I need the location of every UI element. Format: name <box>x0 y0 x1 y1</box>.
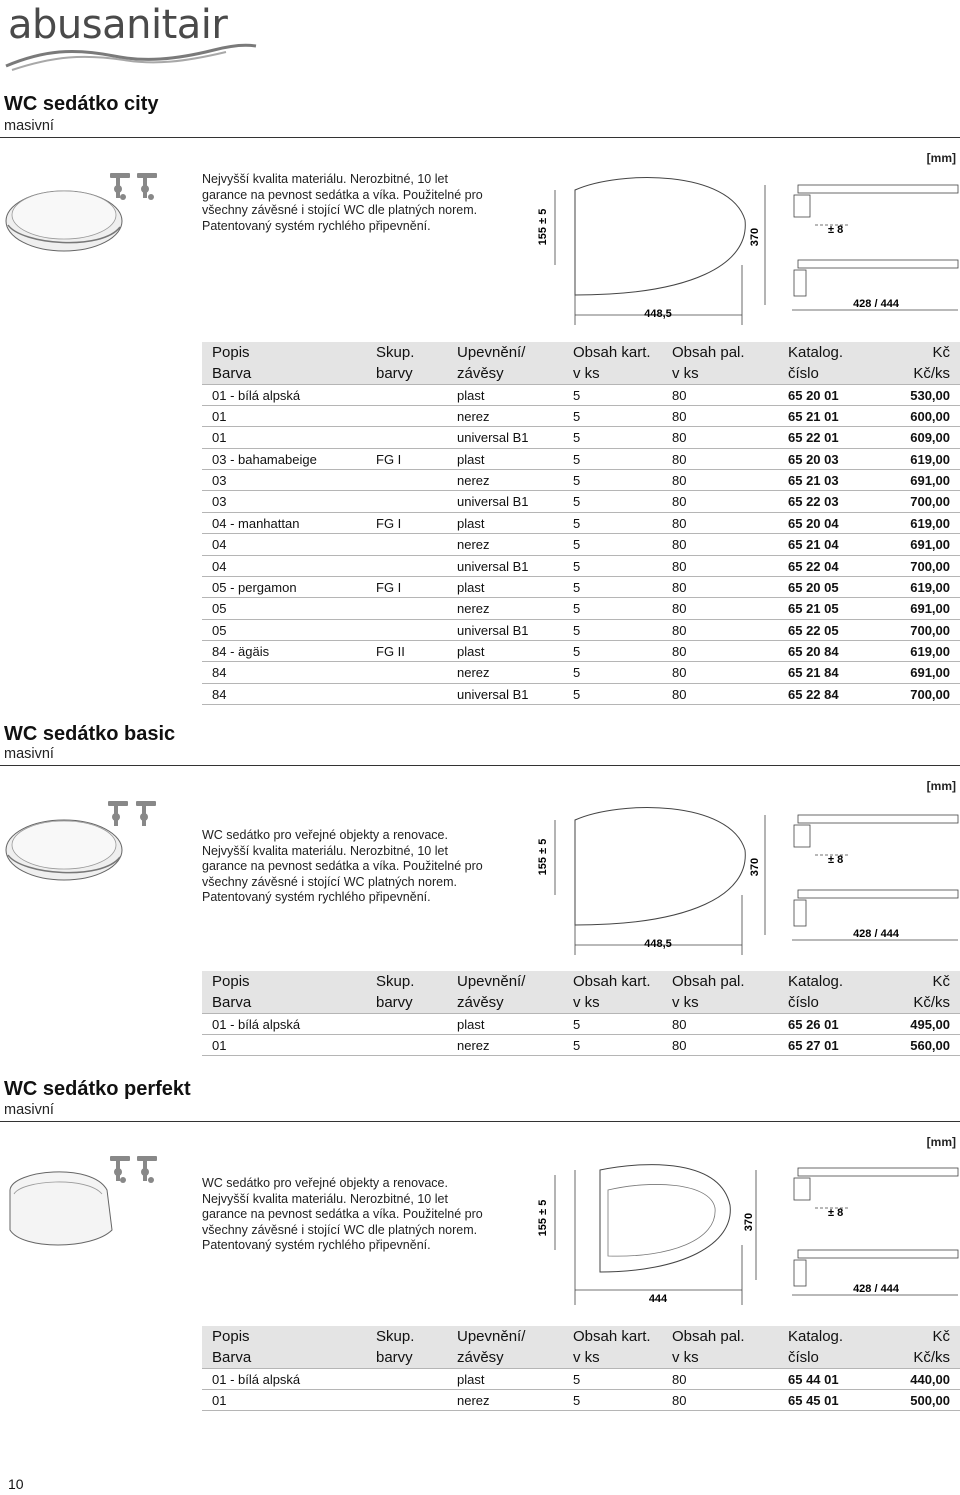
units-label: [mm] <box>926 779 956 793</box>
header-cell: Popis <box>212 1328 250 1345</box>
header-cell: Upevnění/ <box>457 973 526 990</box>
header-cell: Upevnění/ <box>457 344 526 361</box>
table-body <box>202 1013 960 1056</box>
table-cell: 600,00 <box>910 408 950 424</box>
table-cell: 65 22 03 <box>788 494 839 510</box>
table-cell: 700,00 <box>910 558 950 574</box>
table-cell: 495,00 <box>910 1017 950 1033</box>
table-cell: 500,00 <box>910 1392 950 1408</box>
table-cell: FG I <box>376 579 402 595</box>
table-cell: nerez <box>457 665 490 681</box>
table-cell: 01 - bílá alpská <box>212 388 301 404</box>
table-cell: 560,00 <box>910 1037 950 1053</box>
table-header-row <box>202 992 960 1013</box>
table-cell: 65 20 05 <box>788 579 839 595</box>
dim-height-perfekt: 155 ± 5 <box>537 1199 549 1237</box>
header-cell: Kč/ks <box>913 1349 950 1367</box>
header-cell: Popis <box>212 973 250 990</box>
product-image-basic <box>2 795 172 895</box>
table-cell: 5 <box>573 1372 581 1388</box>
table-cell: 80 <box>672 1372 687 1388</box>
table-row <box>202 1390 960 1411</box>
table-row <box>202 641 960 662</box>
table-cell: 80 <box>672 686 687 702</box>
table-cell: 5 <box>573 472 581 488</box>
table-cell: 01 - bílá alpská <box>212 1017 301 1033</box>
header-cell: Obsah pal. <box>672 973 745 990</box>
table-cell: 65 22 01 <box>788 430 839 446</box>
header-cell: Katalog. <box>788 1328 844 1345</box>
table-row <box>202 406 960 427</box>
table-cell: 619,00 <box>910 644 950 660</box>
dim-offset-city: ± 8 <box>828 224 844 236</box>
table-cell: 530,00 <box>910 388 950 404</box>
section-divider <box>0 1121 960 1122</box>
table-cell: 691,00 <box>910 472 950 488</box>
table-cell: universal B1 <box>457 494 529 510</box>
table-row <box>202 577 960 598</box>
table-cell: nerez <box>457 472 490 488</box>
header-cell: Obsah pal. <box>672 344 745 361</box>
table-cell: nerez <box>457 537 490 553</box>
header-cell: Kč/ks <box>913 994 950 1012</box>
table-cell: plast <box>457 1017 485 1033</box>
units-label: [mm] <box>926 1135 956 1149</box>
table-row <box>202 556 960 577</box>
table-header-row <box>202 1326 960 1347</box>
table-cell: 65 21 04 <box>788 537 839 553</box>
table-cell: 619,00 <box>910 451 950 467</box>
dim-width-basic: 448,5 <box>644 938 672 950</box>
table-row <box>202 427 960 448</box>
dimension-drawing-city <box>530 165 960 330</box>
table-cell: FG I <box>376 451 402 467</box>
dim-width-perfekt: 444 <box>648 1293 668 1305</box>
table-row <box>202 449 960 470</box>
table-header-row <box>202 971 960 992</box>
header-cell: Obsah kart. <box>573 344 651 361</box>
table-row <box>202 513 960 534</box>
table-header-row <box>202 342 960 363</box>
section-subtitle-basic: masivní <box>4 746 54 762</box>
header-cell: Popis <box>212 344 250 361</box>
table-cell: 65 20 01 <box>788 388 839 404</box>
product-image-perfekt <box>2 1150 172 1260</box>
header-cell: Kč <box>932 344 950 361</box>
table-cell: universal B1 <box>457 686 529 702</box>
table-cell: 65 26 01 <box>788 1017 839 1033</box>
table-cell: 01 <box>212 430 227 446</box>
table-cell: universal B1 <box>457 622 529 638</box>
table-cell: universal B1 <box>457 558 529 574</box>
section-subtitle-perfekt: masivní <box>4 1102 54 1118</box>
section-title-perfekt: WC sedátko perfekt <box>4 1078 191 1100</box>
table-cell: 05 <box>212 601 227 617</box>
table-cell: 80 <box>672 601 687 617</box>
table-cell: 691,00 <box>910 601 950 617</box>
table-cell: plast <box>457 1372 485 1388</box>
table-cell: 5 <box>573 686 581 702</box>
header-cell: v ks <box>573 1349 600 1367</box>
table-cell: 65 44 01 <box>788 1372 839 1388</box>
table-cell: 80 <box>672 430 687 446</box>
table-row <box>202 534 960 555</box>
table-row <box>202 1013 960 1034</box>
header-cell: Upevnění/ <box>457 1328 526 1345</box>
table-cell: 65 20 03 <box>788 451 839 467</box>
table-cell: 80 <box>672 665 687 681</box>
table-cell: plast <box>457 515 485 531</box>
section-title-city: WC sedátko city <box>4 93 159 115</box>
table-cell: 691,00 <box>910 665 950 681</box>
table-cell: 5 <box>573 622 581 638</box>
header-cell: Barva <box>212 365 252 383</box>
product-image-city <box>2 165 172 265</box>
table-cell: 03 - bahamabeige <box>212 451 317 467</box>
table-cell: 65 20 84 <box>788 644 839 660</box>
table-cell: plast <box>457 388 485 404</box>
header-cell: číslo <box>788 365 819 383</box>
dim-width-city: 448,5 <box>644 308 672 320</box>
table-cell: 5 <box>573 601 581 617</box>
header-cell: Skup. <box>376 973 415 990</box>
table-row <box>202 662 960 683</box>
table-cell: 609,00 <box>910 430 950 446</box>
price-table-city <box>202 342 960 705</box>
header-cell: Skup. <box>376 344 415 361</box>
table-cell: 5 <box>573 665 581 681</box>
table-cell: plast <box>457 451 485 467</box>
header-cell: Barva <box>212 994 252 1012</box>
table-cell: 80 <box>672 644 687 660</box>
table-cell: 80 <box>672 1392 687 1408</box>
table-cell: nerez <box>457 1392 490 1408</box>
brand-name: abusanitair <box>8 2 228 48</box>
table-cell: 700,00 <box>910 686 950 702</box>
table-row <box>202 1368 960 1389</box>
table-cell: 5 <box>573 537 581 553</box>
table-cell: 5 <box>573 451 581 467</box>
table-cell: 80 <box>672 472 687 488</box>
table-row <box>202 620 960 641</box>
table-cell: 84 - ägäis <box>212 644 270 660</box>
table-cell: 5 <box>573 644 581 660</box>
table-cell: 65 22 84 <box>788 686 839 702</box>
table-cell: universal B1 <box>457 430 529 446</box>
table-cell: nerez <box>457 1037 490 1053</box>
header-cell: Kč/ks <box>913 365 950 383</box>
dim-hinge-basic: 428 / 444 <box>853 928 899 940</box>
dim-length-basic: 370 <box>749 857 761 877</box>
table-cell: 80 <box>672 388 687 404</box>
table-cell: 80 <box>672 558 687 574</box>
table-row <box>202 470 960 491</box>
table-cell: 5 <box>573 494 581 510</box>
header-cell: v ks <box>672 365 699 383</box>
table-cell: FG I <box>376 515 402 531</box>
table-cell: 619,00 <box>910 579 950 595</box>
table-cell: 5 <box>573 558 581 574</box>
table-cell: 80 <box>672 1037 687 1053</box>
table-row <box>202 1035 960 1056</box>
header-cell: barvy <box>376 1349 413 1367</box>
table-header <box>202 342 960 384</box>
table-cell: 65 22 05 <box>788 622 839 638</box>
table-row <box>202 684 960 705</box>
header-cell: závěsy <box>457 1349 504 1367</box>
table-cell: 5 <box>573 388 581 404</box>
header-cell: barvy <box>376 365 413 383</box>
table-cell: 80 <box>672 451 687 467</box>
header-cell: závěsy <box>457 365 504 383</box>
product-description-city: Nejvyšší kvalita materiálu. Nerozbitné, 10 let garance na pevnost sedátka a víka. Použitelné pro všechny závěsné i stojící WC dle platných norem. Patentovaný systém rychlého připevnění. <box>202 172 483 233</box>
header-cell: Obsah kart. <box>573 973 651 990</box>
table-cell: 80 <box>672 408 687 424</box>
table-cell: 03 <box>212 494 227 510</box>
header-cell: v ks <box>573 365 600 383</box>
table-cell: 04 <box>212 537 227 553</box>
table-row <box>202 491 960 512</box>
dim-offset-basic: ± 8 <box>828 854 844 866</box>
product-description-perfekt: WC sedátko pro veřejné objekty a renovace. Nejvyšší kvalita materiálu. Nerozbitné, 10 let garance na pevnost sedátka a víka. Použitelné pro všechny závěsné i stojící WC dle platných norem. Patentovaný systém rychlého připevnění. <box>202 1176 483 1253</box>
header-cell: číslo <box>788 1349 819 1367</box>
table-cell: 619,00 <box>910 515 950 531</box>
table-cell: 65 22 04 <box>788 558 839 574</box>
logo-wave-icon <box>4 40 264 72</box>
table-cell: 691,00 <box>910 537 950 553</box>
table-cell: 65 21 01 <box>788 408 839 424</box>
table-row <box>202 384 960 405</box>
table-cell: 700,00 <box>910 494 950 510</box>
dimension-drawing-basic <box>530 795 960 960</box>
header-cell: v ks <box>672 1349 699 1367</box>
table-cell: 65 27 01 <box>788 1037 839 1053</box>
price-table-basic <box>202 971 960 1056</box>
table-cell: 5 <box>573 408 581 424</box>
product-description-basic: WC sedátko pro veřejné objekty a renovace. Nejvyšší kvalita materiálu. Nerozbitné, 10 let garance na pevnost sedátka a víka. Použitelné pro všechny závěsné i stojící WC platných norem. Patentovaný systém rychlého připevnění. <box>202 828 483 905</box>
table-cell: 5 <box>573 430 581 446</box>
section-divider <box>0 765 960 766</box>
header-cell: v ks <box>573 994 600 1012</box>
table-cell: 80 <box>672 1017 687 1033</box>
header-cell: Obsah kart. <box>573 1328 651 1345</box>
header-cell: Obsah pal. <box>672 1328 745 1345</box>
dim-hinge-perfekt: 428 / 444 <box>853 1283 899 1295</box>
table-cell: 5 <box>573 579 581 595</box>
header-cell: Kč <box>932 1328 950 1345</box>
table-cell: 84 <box>212 665 227 681</box>
table-cell: nerez <box>457 601 490 617</box>
header-cell: v ks <box>672 994 699 1012</box>
table-cell: 700,00 <box>910 622 950 638</box>
table-cell: 01 <box>212 1037 227 1053</box>
table-cell: 65 21 03 <box>788 472 839 488</box>
header-cell: Skup. <box>376 1328 415 1345</box>
table-cell: 01 <box>212 1392 227 1408</box>
table-cell: plast <box>457 579 485 595</box>
brand-logo <box>4 0 264 75</box>
table-cell: 65 21 05 <box>788 601 839 617</box>
table-cell: 05 <box>212 622 227 638</box>
dim-height-city: 155 ± 5 <box>537 208 549 246</box>
header-cell: barvy <box>376 994 413 1012</box>
table-cell: FG II <box>376 644 405 660</box>
table-body <box>202 1368 960 1411</box>
table-cell: 01 - bílá alpská <box>212 1372 301 1388</box>
dim-length-city: 370 <box>749 227 761 247</box>
header-cell: Katalog. <box>788 344 844 361</box>
table-cell: 440,00 <box>910 1372 950 1388</box>
table-cell: 65 45 01 <box>788 1392 839 1408</box>
table-cell: nerez <box>457 408 490 424</box>
table-header-row <box>202 363 960 384</box>
table-cell: 80 <box>672 579 687 595</box>
table-cell: 5 <box>573 515 581 531</box>
table-header-row <box>202 1347 960 1368</box>
table-cell: plast <box>457 644 485 660</box>
header-cell: Barva <box>212 1349 252 1367</box>
dim-hinge-city: 428 / 444 <box>853 298 899 310</box>
price-table-perfekt <box>202 1326 960 1411</box>
table-cell: 03 <box>212 472 227 488</box>
header-cell: Katalog. <box>788 973 844 990</box>
table-cell: 80 <box>672 622 687 638</box>
table-header <box>202 1326 960 1368</box>
table-cell: 04 - manhattan <box>212 515 300 531</box>
table-cell: 5 <box>573 1392 581 1408</box>
table-body <box>202 384 960 705</box>
table-cell: 65 21 84 <box>788 665 839 681</box>
table-cell: 05 - pergamon <box>212 579 297 595</box>
table-cell: 65 20 04 <box>788 515 839 531</box>
dim-length-perfekt: 370 <box>743 1212 755 1232</box>
table-cell: 80 <box>672 494 687 510</box>
table-header <box>202 971 960 1013</box>
page-number: 10 <box>8 1476 24 1492</box>
table-cell: 80 <box>672 537 687 553</box>
section-title-basic: WC sedátko basic <box>4 723 176 745</box>
table-cell: 04 <box>212 558 227 574</box>
units-label: [mm] <box>926 151 956 165</box>
section-divider <box>0 137 960 138</box>
section-subtitle-city: masivní <box>4 118 54 134</box>
header-cell: číslo <box>788 994 819 1012</box>
header-cell: Kč <box>932 973 950 990</box>
dimension-drawing-perfekt <box>530 1150 960 1315</box>
table-row <box>202 598 960 619</box>
table-cell: 80 <box>672 515 687 531</box>
table-cell: 01 <box>212 408 227 424</box>
header-cell: závěsy <box>457 994 504 1012</box>
table-cell: 5 <box>573 1037 581 1053</box>
table-cell: 84 <box>212 686 227 702</box>
dim-offset-perfekt: ± 8 <box>828 1207 844 1219</box>
table-cell: 5 <box>573 1017 581 1033</box>
dim-height-basic: 155 ± 5 <box>537 838 549 876</box>
